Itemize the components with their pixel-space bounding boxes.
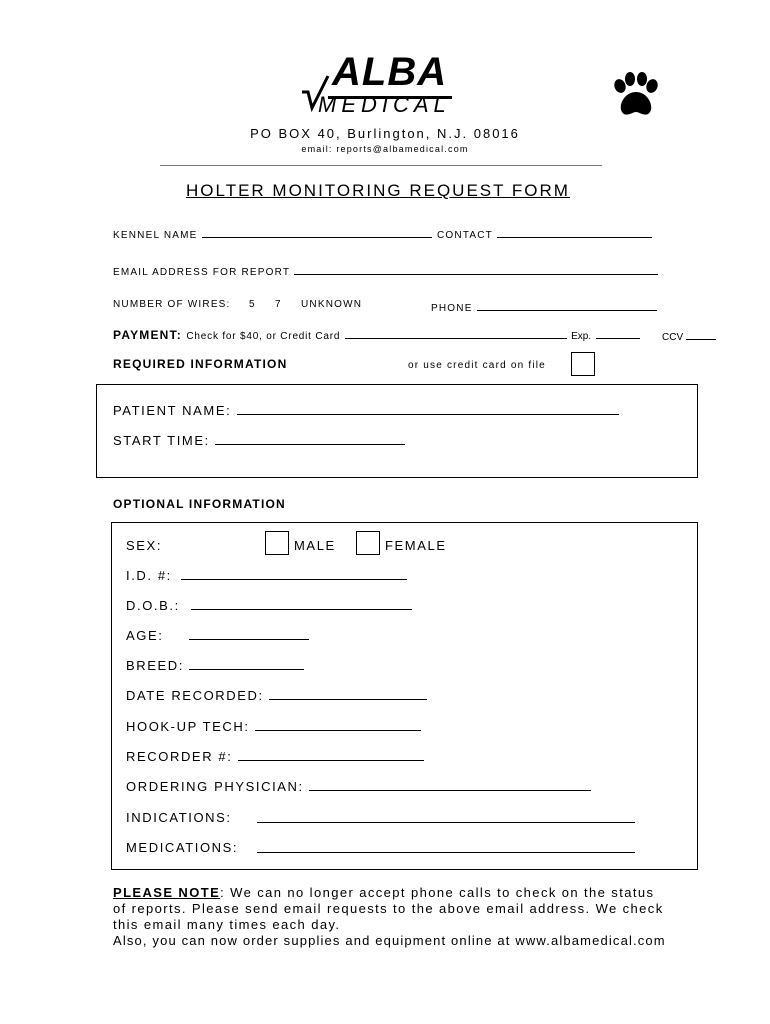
paw-print-icon — [610, 72, 658, 118]
female-label: FEMALE — [385, 538, 447, 553]
email-report-line[interactable] — [294, 263, 658, 275]
required-heading: REQUIRED INFORMATION — [113, 357, 288, 371]
company-logo — [298, 50, 458, 116]
id-label: I.D. #: — [126, 568, 172, 583]
contact-line[interactable] — [497, 226, 652, 238]
card-on-file-checkbox[interactable] — [571, 352, 595, 376]
male-checkbox[interactable] — [265, 531, 289, 555]
sex-label: SEX: — [126, 538, 163, 553]
age-line[interactable] — [189, 628, 309, 640]
ordering-physician-label: ORDERING PHYSICIAN: — [126, 779, 304, 794]
note-line-2: of reports. Please send email requests to the above email address. We check — [113, 901, 664, 916]
indications-label: INDICATIONS: — [126, 810, 232, 825]
credit-card-line[interactable] — [345, 327, 567, 339]
payment-label: PAYMENT: — [113, 328, 182, 342]
wires-label: NUMBER OF WIRES: — [113, 299, 231, 310]
wires-option-unknown[interactable]: UNKNOWN — [301, 299, 363, 310]
note-label: PLEASE NOTE — [113, 885, 221, 900]
wires-option-5[interactable]: 5 — [249, 299, 256, 310]
dob-line[interactable] — [191, 598, 412, 610]
contact-field — [437, 226, 652, 241]
kennel-name-line[interactable] — [202, 226, 432, 238]
recorder-field — [126, 749, 424, 764]
recorder-label: RECORDER #: — [126, 749, 233, 764]
header-divider — [160, 165, 602, 166]
note-text-1: : We can no longer accept phone calls to check on the status — [220, 885, 655, 900]
female-checkbox[interactable] — [356, 531, 380, 555]
contact-label: CONTACT — [437, 230, 493, 241]
kennel-name-label: KENNEL NAME — [113, 230, 198, 241]
ordering-physician-line[interactable] — [309, 779, 591, 791]
start-time-field — [113, 433, 405, 448]
exp-label: Exp. — [571, 331, 592, 342]
note-line-4: Also, you can now order supplies and equipment online at www.albamedical.com — [113, 933, 666, 948]
patient-name-label: PATIENT NAME: — [113, 403, 232, 418]
email-report-field — [113, 263, 658, 278]
start-time-line[interactable] — [215, 433, 405, 445]
age-field — [126, 628, 309, 643]
wires-option-7[interactable]: 7 — [275, 299, 282, 310]
optional-heading: OPTIONAL INFORMATION — [113, 497, 286, 511]
age-label: AGE: — [126, 628, 164, 643]
email-report-label: EMAIL ADDRESS FOR REPORT — [113, 267, 290, 278]
breed-label: BREED: — [126, 658, 185, 673]
ordering-physician-field — [126, 779, 591, 794]
logo-medical-text: MEDICAL — [318, 92, 451, 117]
indications-line[interactable] — [257, 811, 635, 823]
phone-field — [431, 299, 657, 314]
payment-field — [113, 326, 640, 344]
dob-label: D.O.B.: — [126, 598, 180, 613]
hookup-tech-field — [126, 719, 421, 734]
date-recorded-field — [126, 688, 427, 703]
required-info-box — [96, 384, 698, 478]
phone-line[interactable] — [477, 299, 657, 311]
note-line-1 — [113, 885, 654, 900]
ccv-line[interactable] — [686, 328, 716, 340]
breed-line[interactable] — [189, 658, 304, 670]
hookup-tech-label: HOOK-UP TECH: — [126, 719, 250, 734]
ccv-field — [662, 328, 716, 343]
breed-field — [126, 658, 304, 673]
exp-line[interactable] — [596, 327, 640, 339]
phone-label: PHONE — [431, 303, 473, 314]
kennel-name-field — [113, 226, 432, 241]
dob-field — [126, 598, 412, 613]
patient-name-field — [113, 403, 619, 418]
recorder-line[interactable] — [238, 749, 424, 761]
note-line-3: this email many times each day. — [113, 917, 341, 932]
company-address: PO BOX 40, Burlington, N.J. 08016 — [250, 126, 520, 141]
form-title: HOLTER MONITORING REQUEST FORM — [186, 181, 570, 200]
ccv-label: CCV — [662, 332, 684, 343]
patient-name-line[interactable] — [237, 403, 619, 415]
medications-line[interactable] — [257, 841, 635, 853]
id-line[interactable] — [181, 568, 407, 580]
medications-label: MEDICATIONS: — [126, 840, 239, 855]
company-email: email: reports@albamedical.com — [301, 144, 469, 154]
card-on-file-label: or use credit card on file — [408, 360, 546, 371]
payment-text: Check for $40, or Credit Card — [186, 331, 341, 342]
hookup-tech-line[interactable] — [255, 719, 421, 731]
date-recorded-label: DATE RECORDED: — [126, 688, 264, 703]
start-time-label: START TIME: — [113, 433, 210, 448]
male-label: MALE — [294, 538, 336, 553]
id-field — [126, 568, 407, 583]
date-recorded-line[interactable] — [269, 688, 427, 700]
logo-alba-text: ALBA — [332, 50, 448, 94]
